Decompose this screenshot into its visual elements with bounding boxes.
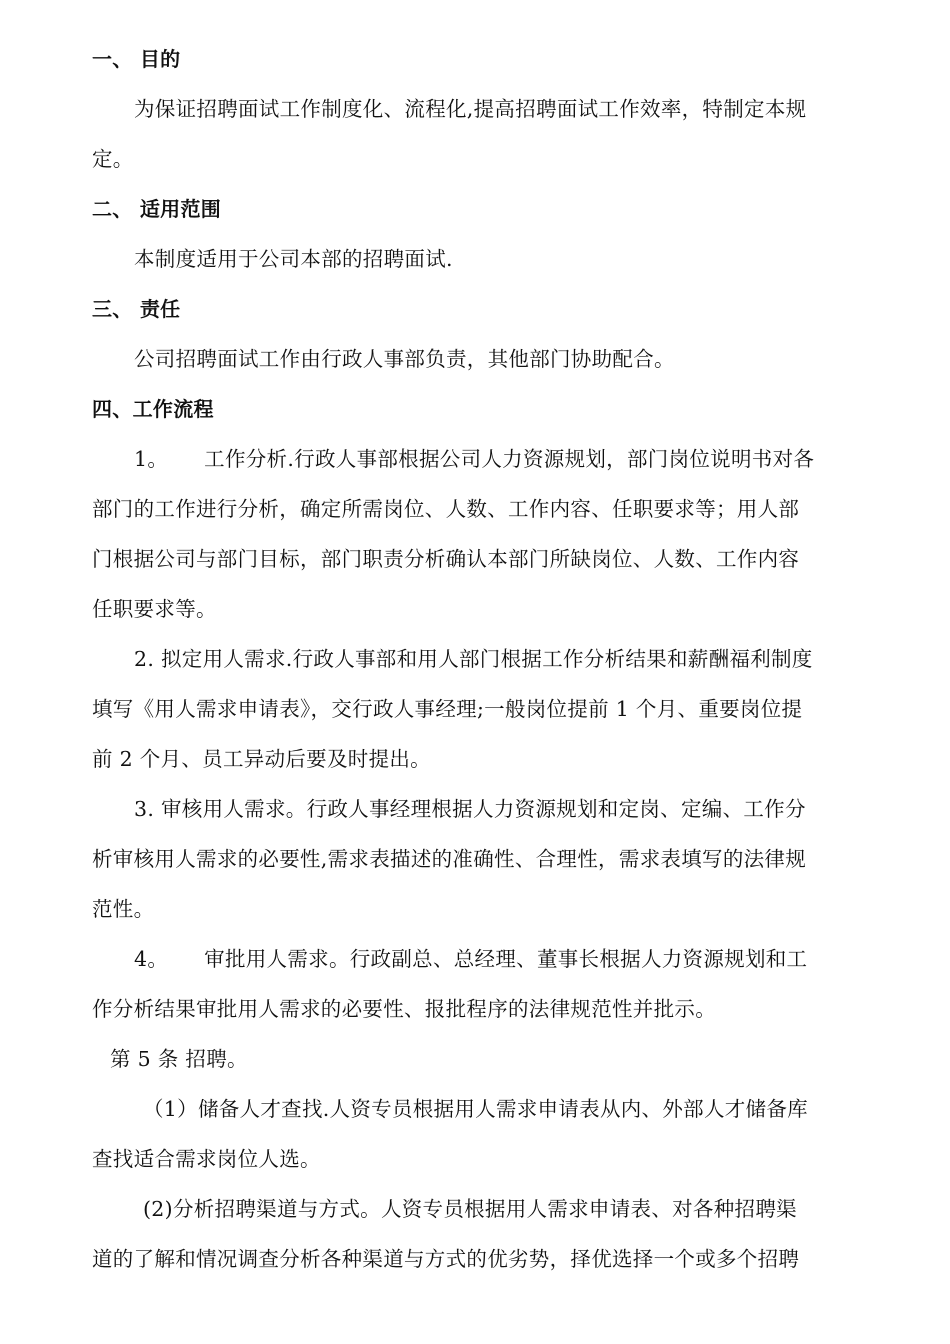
paragraph-line: 门根据公司与部门目标，部门职责分析确认本部门所缺岗位、人数、工作内容	[92, 547, 800, 571]
list-item-number: 4。	[134, 947, 169, 971]
section-heading-purpose: 一、 目的	[92, 47, 181, 71]
section-heading-scope: 二、 适用范围	[92, 197, 222, 221]
paragraph-line: 析审核用人需求的必要性,需求表描述的准确性、合理性，需求表填写的法律规	[92, 847, 807, 871]
paragraph-line: (2)分析招聘渠道与方式。人资专员根据用人需求申请表、对各种招聘渠	[143, 1197, 797, 1221]
paragraph-text: 审批用人需求。行政副总、总经理、董事长根据人力资源规划和工	[204, 947, 808, 971]
section-heading-workflow: 四、工作流程	[92, 397, 214, 421]
paragraph-line: 本制度适用于公司本部的招聘面试.	[134, 247, 453, 271]
section-heading-responsibility: 三、 责任	[92, 297, 181, 321]
paragraph-line: 作分析结果审批用人需求的必要性、报批程序的法律规范性并批示。	[92, 997, 716, 1021]
list-item-3-first-line: 3. 审核用人需求。行政人事经理根据人力资源规划和定岗、定编、工作分	[134, 797, 806, 821]
paragraph-line: 公司招聘面试工作由行政人事部负责，其他部门协助配合。	[134, 347, 675, 371]
paragraph-line: 查找适合需求岗位人选。	[92, 1147, 321, 1171]
paragraph-line: 定。	[92, 147, 134, 171]
list-item-number: 1。	[134, 447, 169, 471]
list-item-4-first-line	[134, 945, 902, 973]
paragraph-line: 任职要求等。	[92, 597, 217, 621]
article-5-title: 第 5 条 招聘。	[110, 1047, 248, 1071]
paragraph-line: 范性。	[92, 897, 155, 921]
list-item-2-first-line: 2. 拟定用人需求.行政人事部和用人部门根据工作分析结果和薪酬福利制度	[134, 647, 813, 671]
list-item-1-first-line	[134, 445, 902, 473]
paragraph-line: 道的了解和情况调查分析各种渠道与方式的优劣势，择优选择一个或多个招聘	[92, 1247, 800, 1271]
paragraph-line: （1）储备人才查找.人资专员根据用人需求申请表从内、外部人才储备库	[143, 1097, 808, 1121]
paragraph-line: 为保证招聘面试工作制度化、流程化,提高招聘面试工作效率，特制定本规	[134, 97, 807, 121]
paragraph-line: 前 2 个月、员工异动后要及时提出。	[92, 747, 431, 771]
paragraph-text: 工作分析.行政人事部根据公司人力资源规划，部门岗位说明书对各	[204, 447, 815, 471]
paragraph-line: 填写《用人需求申请表》，交行政人事经理;一般岗位提前 1 个月、重要岗位提	[92, 697, 803, 721]
paragraph-line: 部门的工作进行分析，确定所需岗位、人数、工作内容、任职要求等；用人部	[92, 497, 800, 521]
